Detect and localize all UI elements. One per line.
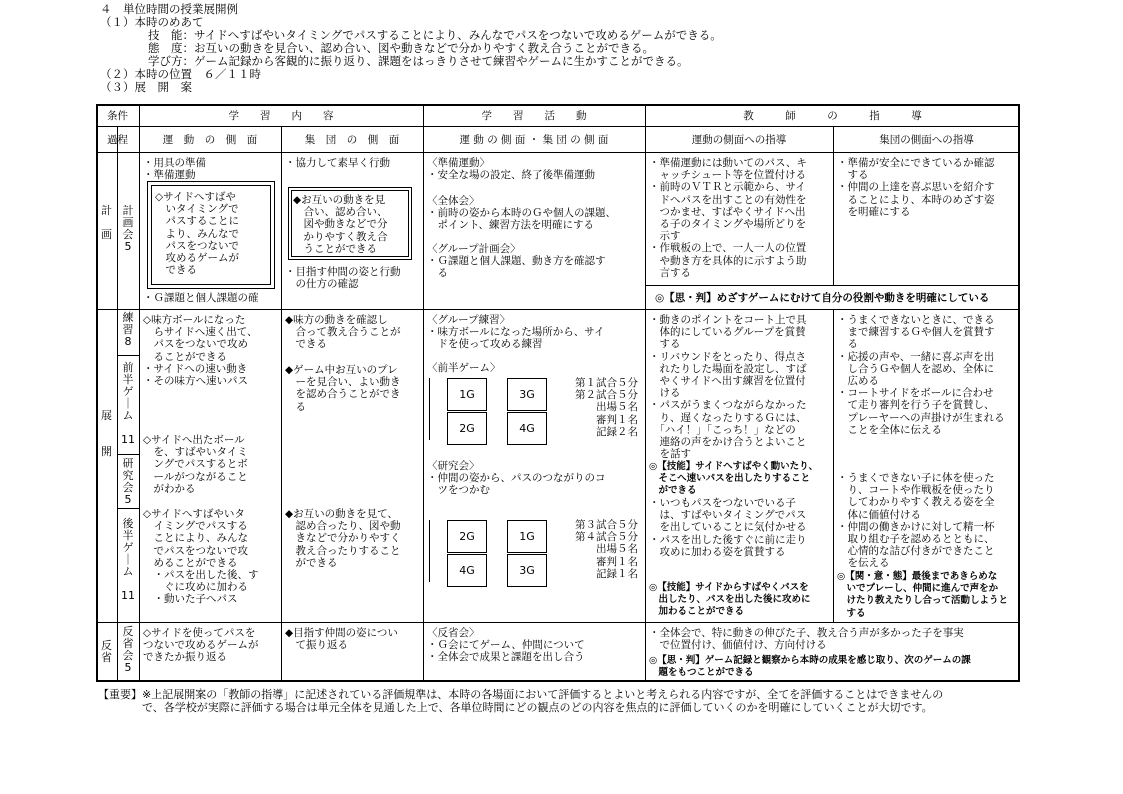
dev-guidance-movement-1: ・動きのポイントをコート上で具 体的にしているグループを賞賛 する ・リバウンドをとったり、得点さ れたりした場面を設定し、すば やくサイドへ出す練習を位置付 ける ・パスがうまくつながらなかった り、遅くなったりするＧには、 「ハイ！」「こっち！」などの 連絡の声をかけ合うとよいこと を話す: [649, 314, 807, 461]
game-schedule-2: 第３試合５分 第４試合５分 出場５名 審判１名 記録１名: [575, 519, 638, 580]
row-line: [96, 309, 1020, 310]
sub-row-line: [117, 454, 139, 455]
col-line: [139, 104, 140, 682]
reflect-movement: ◇サイドを使ってパスを つないで攻めるゲームが できたか振り返る: [143, 627, 259, 664]
header-teacher-guidance: 教 師 の 指 導: [743, 110, 922, 122]
header-movement-aspect: 運 動 の 側 面: [162, 134, 258, 146]
dev-activity-study: 〈研究会〉 ・仲間の姿から、パスのつながりのコ ツをつかむ: [427, 460, 606, 497]
court-team: 1G: [447, 378, 487, 411]
dev-group-1: ◆味方の動きを確認し 合って教え合うことが できる: [285, 314, 401, 351]
court-team: 4G: [507, 412, 547, 445]
stage-development: 展 開: [101, 409, 112, 458]
plan-activity-warmup: 〈準備運動〉 ・安全な場の設定、終了後準備運動: [427, 157, 595, 182]
substage-first-half-game: 前 半 ゲ ｜ ム 11: [121, 361, 135, 446]
row-line: [96, 152, 1020, 153]
plan-movement-check: ・Ｇ課題と個人課題の確: [143, 292, 259, 304]
dev-activity-practice: 〈グループ練習〉 ・味方ボールになった場所から、サイ ドを使って攻める練習: [427, 314, 605, 351]
sub-row-line: [117, 508, 139, 509]
eval-line: [645, 285, 1020, 286]
substage-practice: 練 習 8: [122, 311, 134, 348]
substage-second-half-game: 後 半 ゲ ｜ ム 11: [121, 517, 135, 602]
substage-reflection-meeting: 反 省 会 5: [122, 625, 134, 674]
sub-row-line: [117, 355, 139, 356]
court-team: 3G: [507, 378, 547, 411]
col-line: [423, 104, 424, 682]
dev-guidance-group-2: ・うまくできない子に体を使った り、コートや作戦板を使ったり してわかりやすく教える姿を全 体に価値付ける ・仲間の働きかけに対して精一杯 取り組む子を認めるとともに、 心情的な詰び付きができたこと を伝える: [837, 472, 995, 570]
dev-movement-3: ◇サイドへすばやいタ イミングでパスする ことにより、みんな でパスをつないで攻 めることができる ・パスを出した後、す ぐに攻めに加わる ・動いた子へパス: [143, 508, 259, 606]
header-process: 過程: [107, 134, 128, 146]
header-guidance-group: 集団の側面への指導: [879, 134, 974, 146]
dev-group-3: ◆お互いの動きを見て、 認め合ったり、図や動 きなどで分かりやすく 教え合ったりすること ができる: [285, 508, 401, 569]
dev-group-2: ◆ゲーム中お互いのプレ ーを見合い、よい動き を認め合うことができ る: [285, 364, 401, 413]
dev-evaluation-attitude: ◎【関・意・態】最後まであきらめな いでプレーし、仲間に進んで声をか けたり教えたりし合って活動しようと する: [837, 571, 1009, 619]
row-line: [96, 622, 1020, 623]
important-note-line2: で、各学校が実際に評価する場合は単元全体を見通した上で、各単位時間にどの観点のどの内容を焦点的に評価していくのかを明確にしていくことが大切です。: [98, 701, 933, 714]
position-heading: （２）本時の位置 ６／１１時: [100, 67, 261, 81]
reflect-activity: 〈反省会〉 ・Ｇ会にてゲーム、仲間について ・全体会で成果と課題を出し合う: [427, 627, 585, 664]
header-group-aspect: 集 団 の 側 面: [304, 134, 400, 146]
court-team: 4G: [447, 554, 487, 587]
goal-skill: 技 能：サイドへすばやいタイミングでパスすることにより、みんなでパスをつないで攻めるゲームができる。: [148, 28, 722, 42]
reflect-evaluation: ◎【思・判】ゲーム記録と観察から本時の成果を感じ取り、次のゲームの課 題をもつことができる: [649, 655, 971, 679]
row-line: [96, 126, 1020, 127]
goal-attitude: 態 度：お互いの動きを見合い、認め合い、図や動きなどで分かりやすく教え合うことができる。: [148, 41, 654, 55]
plan-movement-text: ・用具の準備 ・準備運動: [143, 157, 206, 182]
dev-evaluation-skill-2: ◎【技能】サイドからすばやくパスを 出したり、パスを出した後に攻めに 加わることができる: [649, 582, 811, 618]
goal-learning: 学び方：ゲーム記録から客観的に振り返り、課題をはっきりさせて練習やゲームに生かすことができる。: [148, 54, 689, 68]
plan-group-text: ・協力して素早く行動: [285, 157, 390, 169]
plan-heading: （３）展 開 案: [100, 80, 192, 94]
header-movement-group-aspect: 運 動 の 側 面 ・ 集 団 の 側 面: [459, 134, 609, 146]
substage-planning-meeting: 計 画 会 5: [122, 204, 134, 253]
game-schedule-1: 第１試合５分 第２試合５分 出場５名 審判１名 記録２名: [575, 377, 638, 438]
plan-guidance-movement: ・準備運動には動いてのパス、キ ャッチシュート等を位置付ける ・前時のＶＴＲと示範から、サイ ドへパスを出すことの有効性を つかませ、すばやくサイドへ出 る子のタイミングや場所どりを 示す ・作戦板の上で、一人一人の位置 や動き方を具体的に示すよう助 言する: [649, 157, 807, 279]
header-learning-content: 学 習 内 容: [228, 110, 334, 122]
court-bracket: [429, 520, 430, 582]
court-team: 1G: [507, 520, 547, 553]
header-learning-activity: 学 習 活 動: [481, 110, 587, 122]
reflect-guidance: ・全体会で、特に動きの伸びた子、教え合う声が多かった子を事実 で位置付け、価値付け、方向付ける: [649, 627, 964, 652]
dev-activity-first-game: 〈前半ゲーム〉: [427, 362, 501, 374]
substage-study-meeting: 研 究 会 5: [122, 457, 134, 506]
dev-guidance-movement-2: ・いつもパスをつないでいる子 は、すばやいタイミングでパス を出していることに気付かせる ・パスを出した後すぐに前に走り 攻めに加わる姿を賞賛する: [649, 497, 807, 558]
dev-guidance-group-1: ・うまくできないときに、できる まで練習するＧや個人を賞賛す る ・応援の声や、一緒に喜ぶ声を出 し合うＧや個人を認め、全体に 広める ・コートサイドをボールに合わせ て走り審判を行う子を賞賛し、 プレーヤーへの声掛けが生まれる ことを全体に伝える: [837, 314, 1005, 436]
col-line: [645, 104, 646, 682]
stage-reflection: 反 省: [101, 639, 112, 664]
plan-group-check: ・目指す仲間の姿と行動 の仕方の確認: [285, 266, 401, 291]
goals-heading: （１）本時のめあて: [100, 15, 204, 29]
reflect-group: ◆目指す仲間の姿につい て振り返る: [285, 627, 398, 652]
col-line: [281, 126, 282, 682]
col-line: [833, 309, 834, 622]
plan-group-goal: ◆お互いの動きを見 合い、認め合い、 図や動きなどで分 かりやすく教え合 うことができる: [293, 194, 388, 255]
col-line: [833, 126, 834, 285]
important-note-line1: 【重要】※上記展開案の「教師の指導」に記述されている評価規準は、本時の各場面において評価するとよいと考えられる内容ですが、全てを評価することはできませんの: [98, 688, 944, 701]
plan-activity-whole-meeting: 〈全体会〉 ・前時の姿から本時のＧや個人の課題、 ポイント、練習方法を明確にする: [427, 195, 616, 232]
section-heading: ４ 単位時間の授業展開例: [100, 2, 238, 16]
plan-movement-goal: ◇サイドへすばや いタイミングで パスすることに より、みんなで パスをつないで 攻めるゲームが できる: [155, 191, 239, 277]
header-guidance-movement: 運動の側面への指導: [691, 134, 787, 146]
dev-evaluation-skill-1: ◎【技能】サイドへすばやく動いたり、 そこへ速いパスを出したりすること ができる: [649, 461, 819, 497]
court-bracket: [429, 378, 430, 440]
court-team: 2G: [447, 412, 487, 445]
court-team: 3G: [507, 554, 547, 587]
dev-movement-1: ◇味方ボールになった らサイドへ速く出て、 パスをつないで攻め ることができる ・サイドへの速い動き ・その味方へ速いパス: [143, 314, 258, 388]
dev-movement-2: ◇サイドへ出たボール を、すばやいタイミ ングでパスするとボ ールがつながること がわかる: [143, 434, 248, 495]
plan-activity-group-meeting: 〈グループ計画会〉 ・Ｇ課題と個人課題、動き方を確認す る: [427, 243, 606, 280]
stage-plan: 計 画: [101, 204, 112, 241]
header-condition: 条件: [107, 110, 128, 122]
plan-guidance-group: ・準備が安全にできているか確認 する ・仲間の上達を喜ぶ思いを紹介す ることにより、本時のめざす姿 を明確にする: [837, 157, 995, 218]
court-team: 2G: [447, 520, 487, 553]
plan-evaluation: ◎【思・判】めざすゲームにむけて自分の役割や動きを明確にしている: [655, 292, 990, 304]
